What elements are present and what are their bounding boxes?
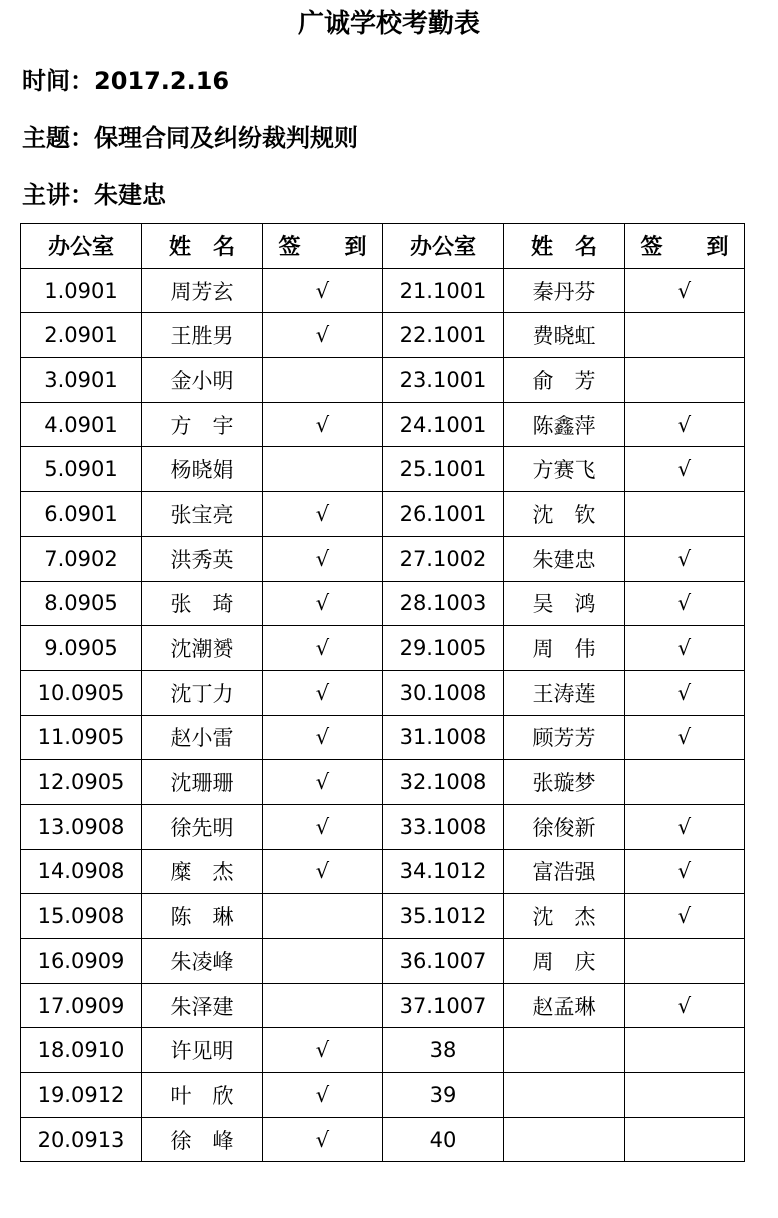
office-cell: 30.1008 <box>383 670 504 715</box>
office-cell: 13.0908 <box>21 804 142 849</box>
office-cell: 15.0908 <box>21 894 142 939</box>
office-cell: 36.1007 <box>383 939 504 984</box>
name-cell: 俞 芳 <box>504 358 625 403</box>
office-cell: 21.1001 <box>383 268 504 313</box>
office-cell: 1.0901 <box>21 268 142 313</box>
office-cell: 6.0901 <box>21 492 142 537</box>
header-office: 办公室 <box>383 224 504 269</box>
office-cell: 2.0901 <box>21 313 142 358</box>
office-cell: 25.1001 <box>383 447 504 492</box>
sign-cell: √ <box>625 536 745 581</box>
sign-cell <box>625 760 745 805</box>
name-cell: 费晓虹 <box>504 313 625 358</box>
sign-cell <box>625 313 745 358</box>
office-cell: 26.1001 <box>383 492 504 537</box>
office-cell: 5.0901 <box>21 447 142 492</box>
sign-cell <box>625 939 745 984</box>
name-cell: 洪秀英 <box>142 536 263 581</box>
office-cell: 17.0909 <box>21 983 142 1028</box>
name-cell: 杨晓娟 <box>142 447 263 492</box>
office-cell: 3.0901 <box>21 358 142 403</box>
name-cell: 徐俊新 <box>504 804 625 849</box>
office-cell: 22.1001 <box>383 313 504 358</box>
name-cell: 朱泽建 <box>142 983 263 1028</box>
name-cell: 周 伟 <box>504 626 625 671</box>
office-cell: 19.0912 <box>21 1073 142 1118</box>
table-row <box>21 402 745 447</box>
office-cell: 27.1002 <box>383 536 504 581</box>
sign-cell: √ <box>625 715 745 760</box>
table-row <box>21 939 745 984</box>
name-cell: 陈 琳 <box>142 894 263 939</box>
office-cell: 10.0905 <box>21 670 142 715</box>
sign-cell: √ <box>263 492 383 537</box>
sign-cell: √ <box>625 402 745 447</box>
meeting-speaker: 主讲：朱建忠 <box>22 181 166 209</box>
name-cell: 叶 欣 <box>142 1073 263 1118</box>
sign-cell: √ <box>625 268 745 313</box>
name-cell: 周 庆 <box>504 939 625 984</box>
name-cell: 许见明 <box>142 1028 263 1073</box>
office-cell: 24.1001 <box>383 402 504 447</box>
table-row <box>21 626 745 671</box>
name-cell: 朱建忠 <box>504 536 625 581</box>
table-row <box>21 492 745 537</box>
sign-cell: √ <box>625 894 745 939</box>
office-cell: 33.1008 <box>383 804 504 849</box>
name-cell: 沈 杰 <box>504 894 625 939</box>
sign-cell <box>625 1117 745 1162</box>
sign-cell: √ <box>263 1117 383 1162</box>
sign-cell: √ <box>263 849 383 894</box>
name-cell: 朱凌峰 <box>142 939 263 984</box>
table-row <box>21 894 745 939</box>
name-cell: 王胜男 <box>142 313 263 358</box>
name-cell: 周芳玄 <box>142 268 263 313</box>
header-office: 办公室 <box>21 224 142 269</box>
table-row <box>21 358 745 403</box>
sign-cell <box>263 939 383 984</box>
sign-cell <box>263 447 383 492</box>
name-cell: 秦丹芬 <box>504 268 625 313</box>
office-cell: 20.0913 <box>21 1117 142 1162</box>
sign-cell: √ <box>263 670 383 715</box>
name-cell: 陈鑫萍 <box>504 402 625 447</box>
name-cell: 张璇梦 <box>504 760 625 805</box>
name-cell: 张 琦 <box>142 581 263 626</box>
sign-cell: √ <box>263 313 383 358</box>
header-sign: 签 到 <box>625 224 745 269</box>
table-row <box>21 983 745 1028</box>
table-row <box>21 1028 745 1073</box>
office-cell: 12.0905 <box>21 760 142 805</box>
office-cell: 11.0905 <box>21 715 142 760</box>
sign-cell: √ <box>625 581 745 626</box>
meeting-time: 时间：2017.2.16 <box>22 67 230 95</box>
sign-cell <box>263 983 383 1028</box>
name-cell: 徐 峰 <box>142 1117 263 1162</box>
sign-cell: √ <box>263 536 383 581</box>
name-cell: 方 宇 <box>142 402 263 447</box>
office-cell: 16.0909 <box>21 939 142 984</box>
sign-cell: √ <box>625 447 745 492</box>
office-cell: 9.0905 <box>21 626 142 671</box>
office-cell: 18.0910 <box>21 1028 142 1073</box>
office-cell: 37.1007 <box>383 983 504 1028</box>
name-cell: 方赛飞 <box>504 447 625 492</box>
name-cell: 徐先明 <box>142 804 263 849</box>
attendance-table <box>20 223 745 1162</box>
name-cell: 沈潮赟 <box>142 626 263 671</box>
office-cell: 35.1012 <box>383 894 504 939</box>
sign-cell <box>625 492 745 537</box>
office-cell: 14.0908 <box>21 849 142 894</box>
office-cell: 7.0902 <box>21 536 142 581</box>
table-row <box>21 447 745 492</box>
sign-cell: √ <box>263 402 383 447</box>
table-row <box>21 670 745 715</box>
office-cell: 28.1003 <box>383 581 504 626</box>
sign-cell: √ <box>263 626 383 671</box>
office-cell: 31.1008 <box>383 715 504 760</box>
table-row <box>21 268 745 313</box>
table-row <box>21 536 745 581</box>
sign-cell <box>263 358 383 403</box>
sign-cell: √ <box>625 670 745 715</box>
sign-cell: √ <box>263 1028 383 1073</box>
header-sign: 签 到 <box>263 224 383 269</box>
table-row <box>21 581 745 626</box>
office-cell: 34.1012 <box>383 849 504 894</box>
header-row <box>21 224 745 269</box>
name-cell <box>504 1117 625 1162</box>
sign-cell: √ <box>263 760 383 805</box>
sign-cell: √ <box>625 804 745 849</box>
office-cell: 40 <box>383 1117 504 1162</box>
sign-cell: √ <box>263 804 383 849</box>
header-name: 姓 名 <box>504 224 625 269</box>
meeting-topic: 主题：保理合同及纠纷裁判规则 <box>22 124 358 152</box>
sign-cell <box>625 358 745 403</box>
office-cell: 4.0901 <box>21 402 142 447</box>
name-cell: 沈丁力 <box>142 670 263 715</box>
table-row <box>21 849 745 894</box>
table-row <box>21 313 745 358</box>
name-cell: 沈珊珊 <box>142 760 263 805</box>
office-cell: 8.0905 <box>21 581 142 626</box>
office-cell: 23.1001 <box>383 358 504 403</box>
name-cell: 富浩强 <box>504 849 625 894</box>
table-row <box>21 760 745 805</box>
sign-cell <box>625 1028 745 1073</box>
sign-cell: √ <box>625 983 745 1028</box>
sign-cell <box>625 1073 745 1118</box>
sign-cell: √ <box>263 1073 383 1118</box>
name-cell: 赵孟琳 <box>504 983 625 1028</box>
office-cell: 32.1008 <box>383 760 504 805</box>
name-cell: 糜 杰 <box>142 849 263 894</box>
sign-cell <box>263 894 383 939</box>
name-cell: 张宝亮 <box>142 492 263 537</box>
office-cell: 39 <box>383 1073 504 1118</box>
table-row <box>21 715 745 760</box>
name-cell <box>504 1073 625 1118</box>
table-row <box>21 804 745 849</box>
name-cell: 吴 鸿 <box>504 581 625 626</box>
name-cell: 沈 钦 <box>504 492 625 537</box>
name-cell: 赵小雷 <box>142 715 263 760</box>
sign-cell: √ <box>263 268 383 313</box>
sign-cell: √ <box>263 581 383 626</box>
office-cell: 29.1005 <box>383 626 504 671</box>
name-cell: 王涛莲 <box>504 670 625 715</box>
page-title: 广诚学校考勤表 <box>297 9 480 39</box>
table-row <box>21 1117 745 1162</box>
name-cell <box>504 1028 625 1073</box>
sign-cell: √ <box>263 715 383 760</box>
sign-cell: √ <box>625 626 745 671</box>
sign-cell: √ <box>625 849 745 894</box>
name-cell: 金小明 <box>142 358 263 403</box>
header-name: 姓 名 <box>142 224 263 269</box>
name-cell: 顾芳芳 <box>504 715 625 760</box>
table-row <box>21 1073 745 1118</box>
office-cell: 38 <box>383 1028 504 1073</box>
